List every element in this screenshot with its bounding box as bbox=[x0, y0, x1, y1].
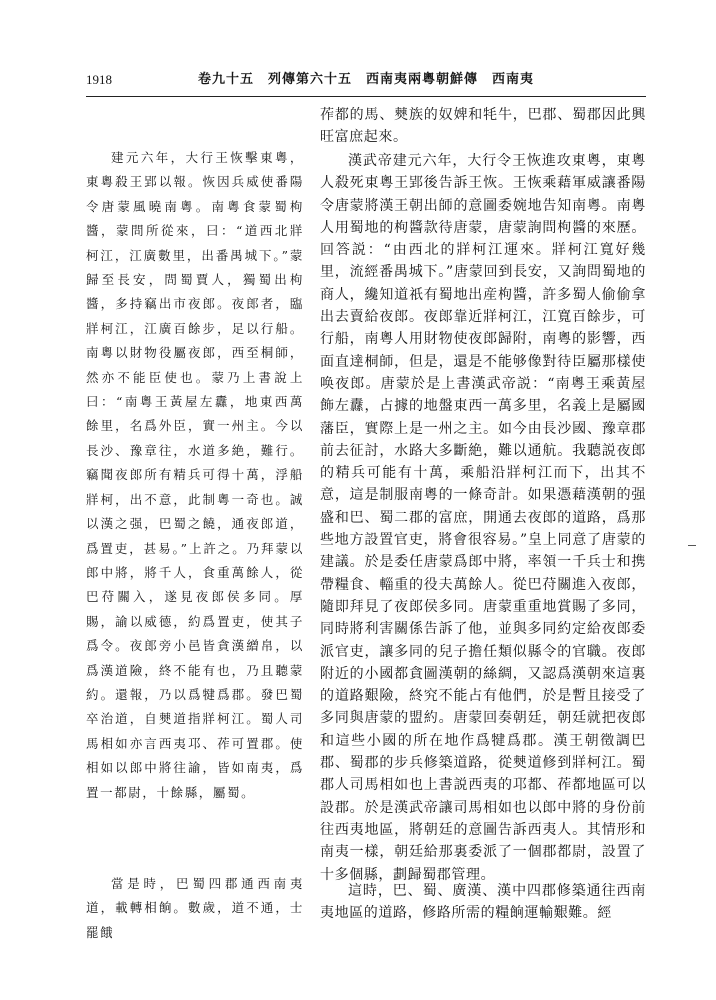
translation-paragraph-1: 漢武帝建元六年，大行令王恢進攻東粵，東粵人殺死東粵王郢後告訴王恢。王恢乘藉軍威讓番陽令唐蒙將漢王朝出師的意圖委婉地告知南粵。南粵人用蜀地的枸醬款待唐蒙，唐蒙詢問枸醬的來歷。回答説：“由西北的牂柯江運來。牂柯江寬好幾里，流經番禺城下。”唐蒙回到長安，又詢問蜀地的商人，纔知道祇有蜀地出産枸醬，許多蜀人偷偷拿出去賣給夜郎。夜郎靠近牂柯江，江寬百餘步，可行船，南粵人用財物使夜郎歸附，南粵的影響，西面直達桐師，但是，還是不能够像對待臣屬那樣使唤夜郎。唐蒙於是上書漢武帝説：“南粵王乘黃屋飾左纛，占據的地盤東西一萬多里，名義上是屬國藩臣，實際上是一州之主。如今由長沙國、豫章郡前去征討，水路大多斷絶，難以通航。我聽説夜郎的精兵可能有十萬，乘船沿牂柯江而下，出其不意，這是制服南粵的一條奇計。如果憑藉漢朝的强盛和巴、蜀二郡的富庶，開通去夜郎的道路，爲那些地方設置官吏，將會很容易。”皇上同意了唐蒙的建議。於是委任唐蒙爲郎中將，率領一千兵士和携帶糧食、輜重的役夫萬餘人。從巴苻關進入夜郎，隨即拜見了夜郎侯多同。唐蒙重重地賞賜了多同，同時將利害關係告訴了他，並與多同約定給夜郎委派官吏，讓多同的兒子擔任類似縣令的官職。夜郎附近的小國都貪圖漢朝的絲綢，又認爲漢朝來這裏的道路艱險，終究不能占有他們，於是暫且接受了多同與唐蒙的盟約。唐蒙回奏朝廷，朝廷就把夜郎和這些小國的所在地作爲犍爲郡。漢王朝徵調巴郡、蜀郡的步兵修築道路，從僰道修到牂柯江。蜀郡人司馬相如也上書説西夷的邛都、莋都地區可以設郡。於是漢武帝讓司馬相如也以郎中將的身份前往西夷地區，將朝廷的意圖告訴西夷人。其情形和南夷一樣，朝廷給那裏委派了一個郡都尉，設置了十多個縣，劃歸蜀郡管理。 bbox=[320, 153, 646, 883]
translation-carryover: 莋都的馬、僰族的奴婢和牦牛，巴郡、蜀郡因此興旺富庶起來。 bbox=[320, 107, 646, 146]
margin-mark bbox=[688, 545, 696, 550]
header-rule bbox=[86, 96, 646, 97]
original-text-paragraph-2: 當是時，巴蜀四郡通西南夷道，載轉相餉。數歲，道不通，士罷餓 bbox=[86, 876, 304, 940]
page-header bbox=[86, 66, 646, 94]
original-text-column bbox=[86, 146, 304, 805]
page-number: 1918 bbox=[86, 72, 112, 87]
translation-column-main bbox=[320, 150, 646, 886]
translation-column bbox=[320, 104, 646, 149]
translation-paragraph-2: 這時，巴、蜀、廣漢、漢中四郡修築通往西南夷地區的道路，修路所需的糧餉運輸艱難。經 bbox=[320, 883, 646, 922]
original-text-paragraph-1: 建元六年，大行王恢擊東粵，東粵殺王郢以報。恢因兵威使番陽令唐蒙風曉南粵。南粵食蒙蜀枸醬，蒙問所從來，曰：“道西北牂柯江，江廣數里，出番禺城下。”蒙歸至長安，問蜀賈人，獨蜀出枸醬，多持竊出市夜郎。夜郎者，臨牂柯江，江廣百餘步，足以行船。南粵以財物役屬夜郎，西至桐師，然亦不能臣使也。蒙乃上書說上曰：“南粵王黃屋左纛，地東西萬餘里，名爲外臣，實一州主。今以長沙、豫章往，水道多絶，難行。竊聞夜郎所有精兵可得十萬，浮船牂柯，出不意，此制粵一奇也。誠以漢之强，巴蜀之饒，通夜郎道，爲置吏，甚易。”上許之。乃拜蒙以郎中將，將千人，食重萬餘人，從巴苻關入，遂見夜郎侯多同。厚賜，諭以威德，約爲置吏，使其子爲令。夜郎旁小邑皆貪漢繒帛，以爲漢道險，終不能有也，乃且聽蒙約。還報，乃以爲犍爲郡。發巴蜀卒治道，自僰道指牂柯江。蜀人司馬相如亦言西夷邛、莋可置郡。使相如以郎中將往諭，皆如南夷，爲置一都尉，十餘縣，屬蜀。 bbox=[86, 150, 304, 800]
original-text-column-lower bbox=[86, 872, 304, 945]
translation-column-lower bbox=[320, 880, 646, 925]
running-head: 卷九十五 列傳第六十五 西南夷兩粵朝鮮傳 西南夷 bbox=[198, 72, 535, 87]
